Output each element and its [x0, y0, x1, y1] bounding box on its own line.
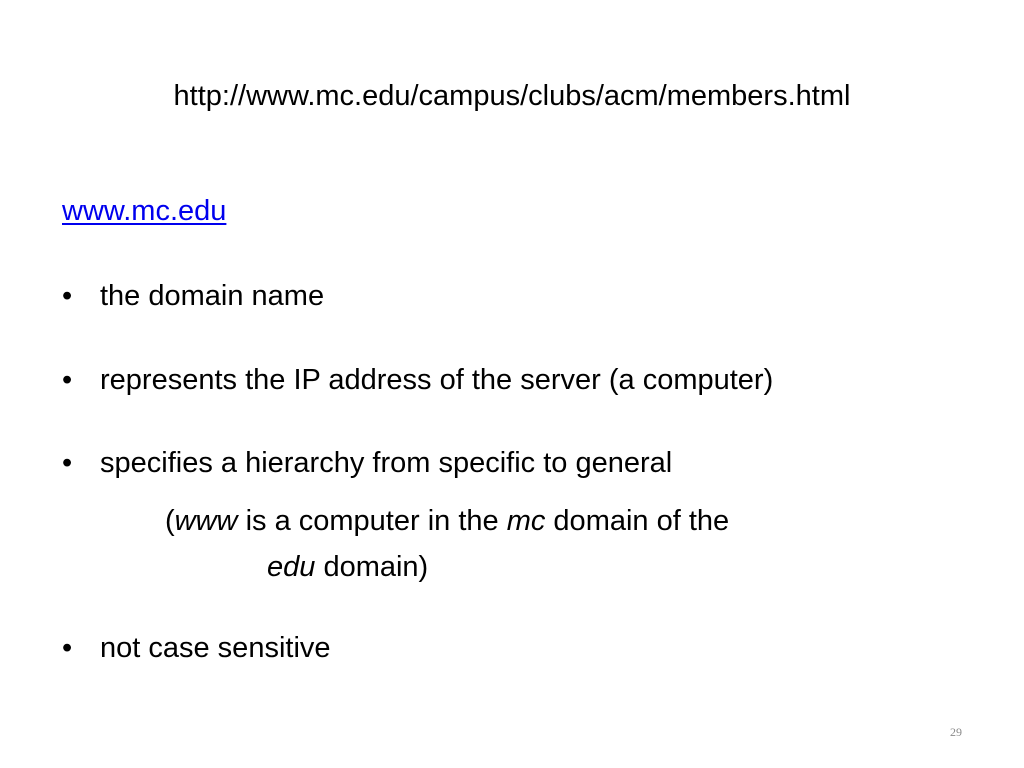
note-text: domain): [315, 551, 429, 583]
bullet-text: represents the IP address of the server (a computer): [100, 364, 774, 396]
bullet-dot: •: [62, 632, 73, 664]
note-term-www: www: [174, 505, 238, 537]
bullet-text: specifies a hierarchy from specific to general: [100, 447, 673, 479]
note-text: domain of the: [545, 505, 730, 537]
slide-title: http://www.mc.edu/campus/clubs/acm/members.html: [173, 80, 851, 112]
bullet-text: not case sensitive: [100, 632, 331, 664]
bullet-item: [62, 276, 324, 316]
bullet-dot: •: [62, 280, 73, 312]
bullet-item: [62, 443, 672, 483]
bullet-text: the domain name: [100, 280, 325, 312]
note-term-mc: mc: [506, 505, 546, 537]
hierarchy-note: [165, 498, 729, 590]
bullet-dot: •: [62, 364, 73, 396]
page-number: 29: [950, 725, 962, 739]
note-text: is a computer in the: [237, 505, 507, 537]
bullet-dot: •: [62, 447, 73, 479]
bullet-item: [62, 628, 331, 668]
note-term-edu: edu: [267, 551, 316, 583]
slide-content: [62, 191, 982, 664]
note-open-paren: (: [165, 505, 175, 537]
note-line-2: [165, 544, 729, 590]
bullet-item: [62, 360, 773, 400]
domain-link[interactable]: www.mc.edu: [62, 195, 227, 227]
